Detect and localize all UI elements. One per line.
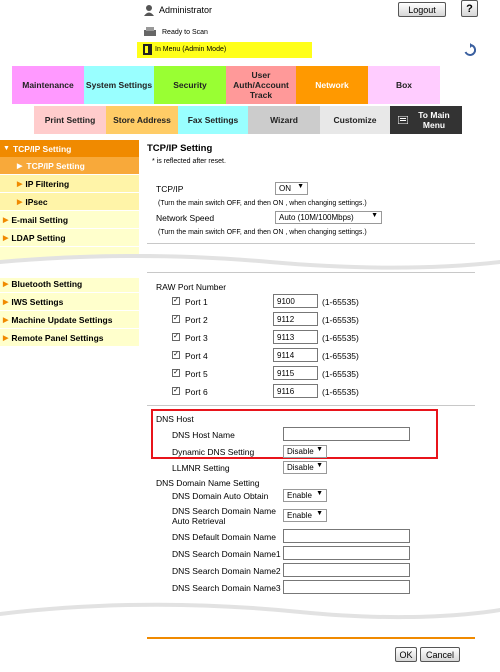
- tcpip-label: TCP/IP: [156, 184, 184, 194]
- dns-host-name-label: DNS Host Name: [172, 430, 235, 440]
- tab-wizard[interactable]: Wizard: [248, 106, 320, 134]
- sidebar-item-tcpip-setting[interactable]: [0, 140, 139, 157]
- sidebar-item-label: Machine Update Settings: [11, 314, 113, 325]
- reset-note: * is reflected after reset.: [152, 158, 226, 165]
- port-2-label: Port 2: [185, 315, 208, 325]
- port-4-input[interactable]: 9114: [273, 348, 318, 362]
- port-3-range: (1-65535): [322, 333, 359, 343]
- triangle-right-icon: ▶: [3, 298, 9, 306]
- search-auto-retrieval-label-line2: Auto Retrieval: [172, 516, 226, 526]
- footer-line: [147, 637, 475, 639]
- torn-edge: [0, 252, 500, 278]
- mode-label: In Menu (Admin Mode): [155, 46, 227, 53]
- triangle-right-icon: ▶: [17, 198, 23, 206]
- network-speed-value: Auto (10M/100Mbps): [279, 213, 354, 222]
- port-5-label: Port 5: [185, 369, 208, 379]
- port-1-checkbox[interactable]: ✓: [173, 297, 179, 304]
- dropdown-arrow-icon: ▼: [316, 510, 323, 517]
- sidebar-item-label: TCP/IP Setting: [26, 160, 85, 171]
- dropdown-arrow-icon: ▼: [316, 446, 323, 453]
- door-icon: [143, 44, 152, 55]
- search-domain-3-label: DNS Search Domain Name3: [172, 583, 281, 593]
- triangle-right-icon: ▶: [17, 162, 23, 170]
- dropdown-arrow-icon: ▼: [316, 490, 323, 497]
- sidebar-item-label: E-mail Setting: [11, 214, 69, 225]
- search-auto-retrieval-label-line1: DNS Search Domain Name: [172, 506, 276, 516]
- triangle-right-icon: ▶: [3, 234, 9, 242]
- dropdown-arrow-icon: ▼: [297, 183, 304, 190]
- domain-auto-obtain-value: Enable: [287, 491, 312, 500]
- menu-icon: [398, 116, 408, 124]
- search-domain-2-label: DNS Search Domain Name2: [172, 566, 281, 576]
- llmnr-select[interactable]: [283, 461, 327, 474]
- search-auto-retrieval-value: Enable: [287, 511, 312, 520]
- port-1-input[interactable]: 9100: [273, 294, 318, 308]
- help-button[interactable]: ?: [461, 0, 478, 17]
- llmnr-value: Disable: [287, 463, 314, 472]
- raw-port-label: RAW Port Number: [156, 282, 227, 292]
- sidebar-item-ip-filtering[interactable]: [0, 175, 139, 192]
- port-3-checkbox[interactable]: ✓: [173, 333, 179, 340]
- triangle-right-icon: ▶: [17, 180, 23, 188]
- to-main-menu-label: To Main Menu: [418, 110, 450, 130]
- divider: [147, 272, 475, 273]
- tab-user-auth[interactable]: User Auth/Account Track: [226, 66, 296, 104]
- sidebar-item-label: Bluetooth Setting: [11, 278, 83, 289]
- default-domain-input[interactable]: [283, 529, 410, 543]
- sidebar-item-iws-settings[interactable]: [0, 293, 139, 310]
- port-2-range: (1-65535): [322, 315, 359, 325]
- port-2-input[interactable]: 9112: [273, 312, 318, 326]
- triangle-right-icon: ▶: [3, 316, 9, 324]
- port-4-label: Port 4: [185, 351, 208, 361]
- tab-maintenance[interactable]: Maintenance: [12, 66, 84, 104]
- llmnr-label: LLMNR Setting: [172, 463, 230, 473]
- torn-edge: [0, 598, 500, 628]
- search-domain-3-input[interactable]: [283, 580, 410, 594]
- triangle-right-icon: ▶: [3, 334, 9, 342]
- search-domain-1-label: DNS Search Domain Name1: [172, 549, 281, 559]
- ok-button[interactable]: OK: [395, 647, 417, 662]
- domain-auto-obtain-select[interactable]: [283, 489, 327, 502]
- tab-fax-settings[interactable]: Fax Settings: [178, 106, 248, 134]
- port-5-range: (1-65535): [322, 369, 359, 379]
- port-1-range: (1-65535): [322, 297, 359, 307]
- tab-print-setting[interactable]: Print Setting: [34, 106, 106, 134]
- sidebar-item-label: LDAP Setting: [11, 232, 66, 243]
- dynamic-dns-select[interactable]: [283, 445, 327, 458]
- logout-button[interactable]: Logout: [398, 2, 446, 17]
- sidebar-item-tcpip-setting-sub[interactable]: [0, 157, 139, 174]
- port-5-checkbox[interactable]: ✓: [173, 369, 179, 376]
- port-3-label: Port 3: [185, 333, 208, 343]
- user-icon: [143, 4, 155, 16]
- tab-network[interactable]: Network: [296, 66, 368, 104]
- dns-host-name-input[interactable]: [283, 427, 410, 441]
- search-domain-1-input[interactable]: [283, 546, 410, 560]
- cancel-button[interactable]: Cancel: [420, 647, 460, 662]
- device-status: Ready to Scan: [162, 29, 208, 36]
- user-name: Administrator: [159, 5, 213, 15]
- sidebar-item-label: IPsec: [25, 196, 48, 207]
- search-domain-2-input[interactable]: [283, 563, 410, 577]
- triangle-right-icon: ▶: [3, 216, 9, 224]
- tab-box[interactable]: Box: [368, 66, 440, 104]
- dynamic-dns-label: Dynamic DNS Setting: [172, 447, 255, 457]
- port-3-input[interactable]: 9113: [273, 330, 318, 344]
- tcpip-select[interactable]: [275, 182, 308, 195]
- divider: [147, 243, 475, 244]
- sidebar-item-label: Remote Panel Settings: [11, 332, 104, 343]
- dynamic-dns-value: Disable: [287, 447, 314, 456]
- printer-icon: [143, 27, 157, 37]
- tcpip-value: ON: [279, 184, 291, 193]
- sidebar-item-ipsec[interactable]: [0, 193, 139, 210]
- refresh-icon[interactable]: [463, 43, 477, 57]
- sidebar-item-label: IP Filtering: [25, 178, 70, 189]
- network-speed-label: Network Speed: [156, 213, 215, 223]
- network-speed-note: (Turn the main switch OFF, and then ON , when changing settings.): [158, 229, 367, 236]
- page-title: TCP/IP Setting: [147, 143, 213, 154]
- sidebar-item-ldap-setting[interactable]: [0, 229, 139, 246]
- port-1-label: Port 1: [185, 297, 208, 307]
- tab-customize[interactable]: Customize: [320, 106, 390, 134]
- triangle-down-icon: ▼: [3, 145, 10, 152]
- tab-store-address[interactable]: Store Address: [106, 106, 178, 134]
- dropdown-arrow-icon: ▼: [371, 212, 378, 219]
- domain-auto-obtain-label: DNS Domain Auto Obtain: [172, 491, 269, 501]
- sidebar-item-label: IWS Settings: [11, 296, 64, 307]
- port-6-input[interactable]: 9116: [273, 384, 318, 398]
- tcpip-note: (Turn the main switch OFF, and then ON , when changing settings.): [158, 200, 367, 207]
- sidebar-item-email-setting[interactable]: [0, 211, 139, 228]
- port-6-range: (1-65535): [322, 387, 359, 397]
- port-5-input[interactable]: 9115: [273, 366, 318, 380]
- search-auto-retrieval-select[interactable]: [283, 509, 327, 522]
- port-2-checkbox[interactable]: ✓: [173, 315, 179, 322]
- triangle-right-icon: ▶: [3, 280, 9, 288]
- port-4-checkbox[interactable]: ✓: [173, 351, 179, 358]
- port-4-range: (1-65535): [322, 351, 359, 361]
- tab-security[interactable]: Security: [154, 66, 226, 104]
- dns-host-label: DNS Host: [156, 414, 194, 424]
- dropdown-arrow-icon: ▼: [316, 462, 323, 469]
- default-domain-label: DNS Default Domain Name: [172, 532, 276, 542]
- network-speed-select[interactable]: [275, 211, 382, 224]
- sidebar-item-label: TCP/IP Setting: [12, 143, 72, 154]
- sidebar-item-remote-panel[interactable]: [0, 329, 139, 346]
- port-6-checkbox[interactable]: ✓: [173, 387, 179, 394]
- tab-system-settings[interactable]: System Settings: [84, 66, 154, 104]
- dns-domain-label: DNS Domain Name Setting: [156, 478, 260, 488]
- sidebar-item-machine-update[interactable]: [0, 311, 139, 328]
- to-main-menu-button[interactable]: [390, 106, 462, 134]
- port-6-label: Port 6: [185, 387, 208, 397]
- divider: [147, 405, 475, 406]
